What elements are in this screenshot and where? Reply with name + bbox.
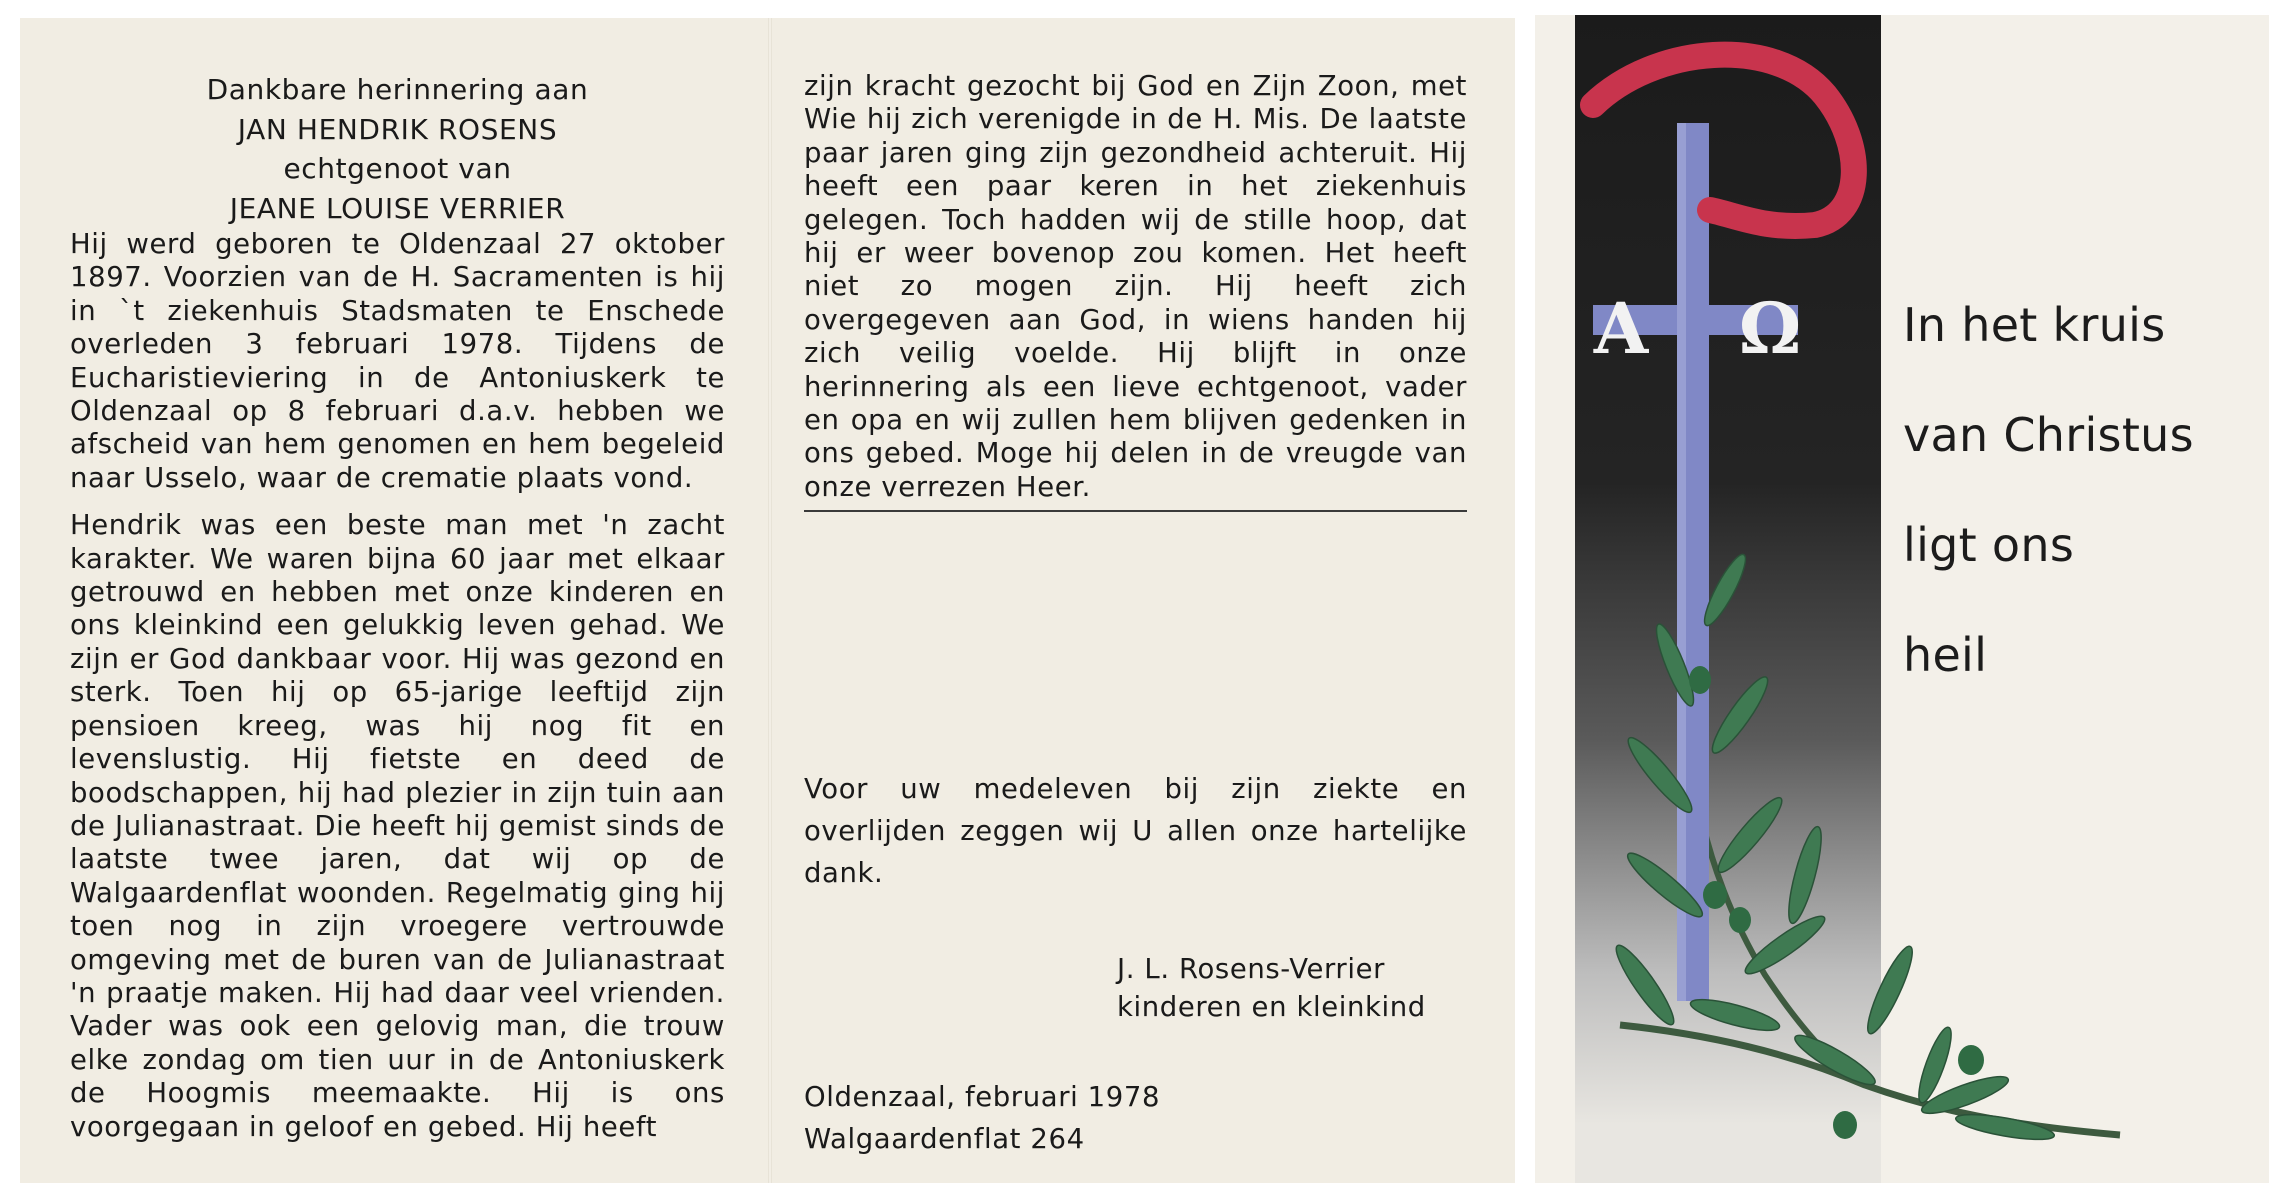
verse-line-3: ligt ons xyxy=(1903,518,2075,572)
verse-line-2: van Christus xyxy=(1903,408,2194,462)
place-date-block xyxy=(804,1076,1304,1160)
heading-intro: Dankbare herinnering aan xyxy=(206,73,589,106)
card-verse xyxy=(1903,270,2243,710)
place-date: Oldenzaal, februari 1978 xyxy=(804,1081,1161,1113)
signature-block xyxy=(1117,950,1477,1026)
heading-relation: echtgenoot van xyxy=(283,152,512,185)
rho-icon xyxy=(1593,55,1854,226)
spouse-name: JEANE LOUISE VERRIER xyxy=(229,191,566,225)
left-column xyxy=(70,70,725,1144)
card-fold xyxy=(768,18,772,1183)
memorial-card-front xyxy=(1535,15,2269,1183)
address: Walgaardenflat 264 xyxy=(804,1123,1085,1155)
signature-family: kinderen en kleinkind xyxy=(1117,991,1426,1023)
biography-paragraph-1: Hij werd geboren te Oldenzaal 27 oktober 1897. Voorzien van de H. Sacramenten is hij in `t ziekenhuis Stadsmaten te Enschede overleden 3 februari 1978. Tijdens de Eucharistieviering in de Antoniuskerk te Oldenzaal op 8 februari d.a.v. hebben we afscheid van hem genomen en hem begeleid naar Usselo, waar de crematie plaats vond. xyxy=(70,228,725,494)
right-column xyxy=(804,70,1467,504)
verse-line-4: heil xyxy=(1903,628,1988,682)
omega-icon: Ω xyxy=(1738,287,1802,370)
card-heading xyxy=(70,70,725,228)
deceased-name: JAN HENDRIK ROSENS xyxy=(237,112,558,146)
biography-paragraph-2: Hendrik was een beste man met 'n zacht karakter. We waren bijna 60 jaar met elkaar getrouwd en hebben met onze kinderen en ons kleinkind een gelukkig leven gehad. We zijn er God dankbaar voor. Hij was gezond en sterk. Toen hij op 65-jarige leeftijd zijn pensioen kreeg, was hij nog fit en levenslustig. Hij fietste en deed de boodschappen, hij had plezier in zijn tuin aan de Julianastraat. Die heeft hij gemist sinds de laatste twee jaren, dat wij op de Walgaardenflat woonden. Regelmatig ging hij toen nog in zijn vroegere vertrouwde omgeving met de buren van de Julianastraat 'n praatje maken. Hij had daar veel vrienden. Vader was ook een gelovig man, die trouw elke zondag om tien uur in de Antoniuskerk de Hoogmis meemaakte. Hij is ons voorgegaan in geloof en gebed. Hij heeft xyxy=(70,509,725,1143)
alpha-icon: A xyxy=(1593,287,1649,370)
divider-line xyxy=(804,510,1467,512)
verse-line-1: In het kruis xyxy=(1903,298,2166,352)
signature-name: J. L. Rosens-Verrier xyxy=(1117,953,1385,985)
thanks-text: Voor uw medeleven bij zijn ziekte en overlijden zeggen wij U allen onze hartelijke dank. xyxy=(804,773,1467,889)
biography-paragraph-3: zijn kracht gezocht bij God en Zijn Zoon, met Wie hij zich verenigde in de H. Mis. De laatste paar jaren ging zijn gezondheid achteruit. Hij heeft een paar keren in het ziekenhuis gelegen. Toch hadden wij de stille hoop, dat hij er weer bovenop zou komen. Het heeft niet zo mogen zijn. Hij heeft zich overgegeven aan God, in wiens handen hij zich veilig voelde. Hij blijft in onze herinnering als een lieve echtgenoot, vader en opa en wij zullen hem blijven gedenken in ons gebed. Moge hij delen in de vreugde van onze verrezen Heer. xyxy=(804,70,1467,503)
